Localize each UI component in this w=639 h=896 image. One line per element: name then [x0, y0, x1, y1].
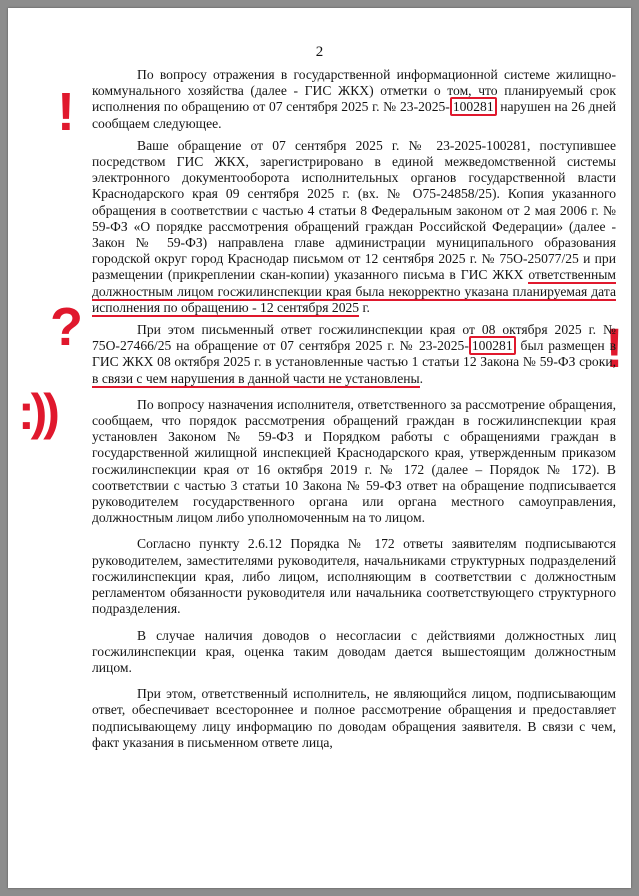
- paragraph-text: .: [419, 370, 424, 386]
- paragraph-text: По вопросу отражения в государственной информационной системе жилищно-коммунального хозяйства (далее - ГИС ЖКХ) отметки о том, что планируемый срок исполнения по обращению от 07 сентября 2025 г. № 23-2025-: [92, 67, 616, 115]
- paragraph-text: При этом письменный ответ госжилинспекции края от 08 октября 2025 г. № 75О-27466/25 на обращение от 07 сентября 2025 г. № 23-2025-: [92, 322, 616, 354]
- paragraph-written-answer: [92, 322, 616, 387]
- paragraph-gis-mark: [92, 67, 616, 132]
- question-annotation: ?: [50, 297, 83, 357]
- highlighted-request-number: 100281: [469, 336, 516, 355]
- underlined-incorrect-date: ответственным должностным лицом госжилинспекции края была некорректно указана планируемая дата исполнения по обращению - 12 сентября 2025: [92, 267, 616, 315]
- paragraph-text: Ваше обращение от 07 сентября 2025 г. № 23-2025-100281, поступившее посредством ГИС ЖКХ, зарегистрировано в единой межведомственной системы электронного документооборота исполнительных органов государственной власти Краснодарского края 09 сентября 2025 г. (вх. № О75-24858/25). Копия указанного обращения в соответствии с частью 4 статьи 8 Федеральным законом от 2 мая 2006 г. № 59-ФЗ «О порядке рассмотрения обращений граждан Российской Федерации» (далее - Закон № 59-ФЗ) направлена главе администрации муниципального образования городской округ город Краснодар письмом от 12 сентября 2025 г. № 75О-25077/25 и при размещении (прикреплении скан-копии) указанного письма в ГИС ЖКХ: [92, 137, 616, 283]
- paragraph-text: нарушен на 26 дней сообщаем следующее.: [92, 99, 617, 131]
- paragraph-text: был размещен в ГИС ЖКХ 08 октября 2025 г. в установленные частью 1 статьи 12 Закона № 59-ФЗ сроки,: [92, 338, 616, 370]
- paragraph-signing-order: Согласно пункту 2.6.12 Порядка № 172 ответы заявителям подписываются руководителем, заместителями руководителя, начальниками структурных подразделений госжилинспекции края, либо лицом, исполняющим в соответствии с должностным регламентом обязанности руководителя или начальника соответствующего структурного подразделения.: [92, 536, 616, 617]
- exclamation-annotation-top: !: [57, 82, 75, 142]
- smiley-annotation: :)): [18, 384, 56, 440]
- paragraph-executor-assignment: По вопросу назначения исполнителя, ответственного за рассмотрение обращения, сообщаем, что порядок рассмотрения обращений граждан в госжилинспекции края установлен Законом № 59-ФЗ и Порядком работы с обращениями граждан в государственной жилищной инспекцией Краснодарского края, утвержденным приказом госжилинспекции края от 16 октября 2019 г. № 172 (далее – Порядок № 172). В соответствии с частью 3 статьи 10 Закона № 59-ФЗ ответ на обращение подписывается руководителем государственного органа или органа местного самоуправления, должностным лицом либо уполномоченным на то лицом.: [92, 396, 616, 526]
- paragraph-text: г.: [359, 299, 370, 315]
- exclamation-annotation-right: !: [605, 316, 624, 379]
- paragraph-responsible-executor: При этом, ответственный исполнитель, не являющийся лицом, подписывающим ответ, обеспечивает всестороннее и полное рассмотрение обращения и предоставляет подписывающему лицу информацию по доводам обращения заявителя. В связи с чем, факт указания в письменном ответе лица,: [92, 686, 616, 750]
- underlined-no-violations: в связи с чем нарушения в данной части не установлены: [92, 370, 420, 386]
- paragraph-appeal-registration: [92, 138, 616, 316]
- document-body: [92, 67, 616, 751]
- highlighted-request-number: 100281: [450, 97, 497, 116]
- page-number: 2: [315, 44, 324, 60]
- paragraph-disagreement: В случае наличия доводов о несогласии с действиями должностных лиц госжилинспекции края, оценка таким доводам дается вышестоящим должностным лицом.: [92, 627, 616, 675]
